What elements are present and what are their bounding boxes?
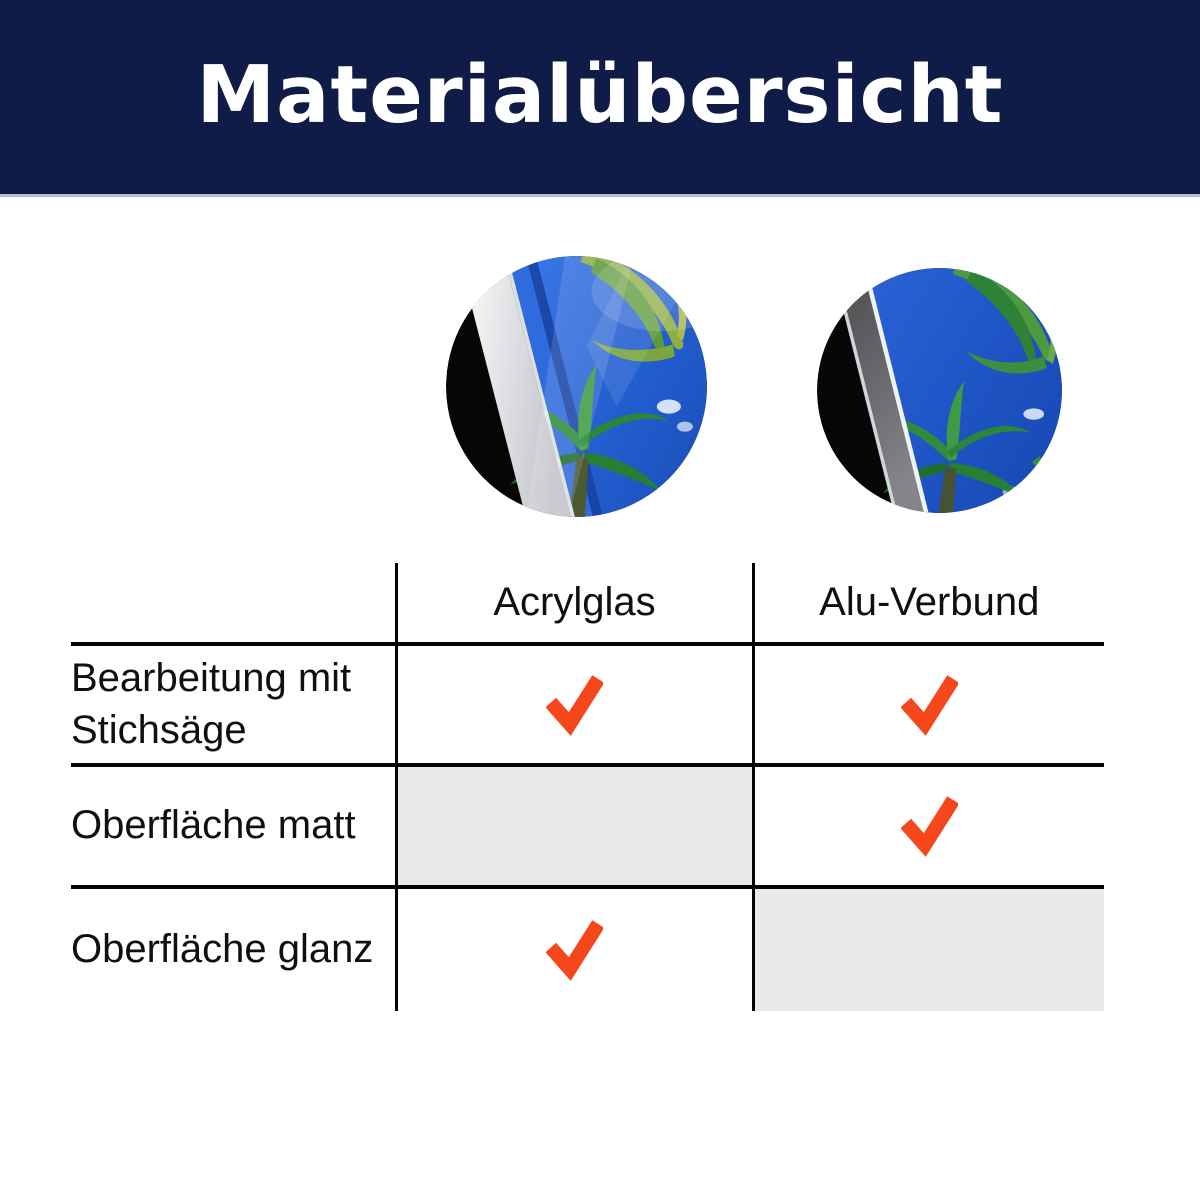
table-row <box>71 765 1104 887</box>
row-label-stichsaege: Bearbeitung mit Stichsäge <box>71 644 396 765</box>
alu-verbund-sample-image <box>817 268 1062 513</box>
check-icon <box>546 918 603 982</box>
row-label-matt: Oberfläche matt <box>71 765 396 887</box>
cell-stichsaege-alu-verbund <box>753 644 1104 765</box>
cell-stichsaege-acrylglas <box>396 644 753 765</box>
column-header-acrylglas: Acrylglas <box>396 563 753 644</box>
table-row <box>71 644 1104 765</box>
acrylglas-edge-photo <box>446 256 707 517</box>
check-icon <box>546 673 603 737</box>
cell-matt-alu-verbund <box>753 765 1104 887</box>
cell-glanz-alu-verbund <box>753 887 1104 1011</box>
cell-matt-acrylglas <box>396 765 753 887</box>
material-comparison-table <box>71 563 1104 1011</box>
check-icon <box>901 673 958 737</box>
header-row <box>71 563 1104 644</box>
alu-verbund-edge-photo <box>817 268 1062 513</box>
header-banner <box>0 0 1200 197</box>
cell-glanz-acrylglas <box>396 887 753 1011</box>
table-row <box>71 887 1104 1011</box>
column-header-alu-verbund: Alu-Verbund <box>753 563 1104 644</box>
page-title: Materialübersicht <box>196 48 1004 141</box>
check-icon <box>901 794 958 858</box>
corner-cell <box>71 563 396 644</box>
row-label-glanz: Oberfläche glanz <box>71 887 396 1011</box>
acrylglas-sample-image <box>446 256 707 517</box>
